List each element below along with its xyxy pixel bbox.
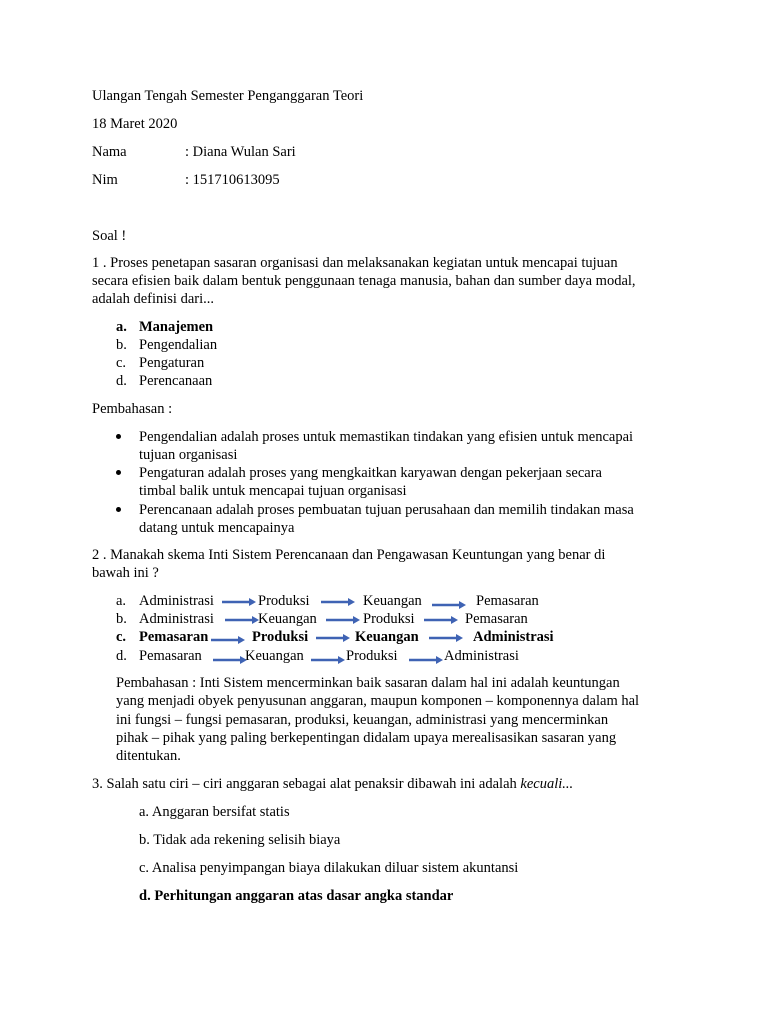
q1-option-b: Pengendalian [139,337,218,353]
right-arrow-icon [321,597,355,607]
q3-question-emphasis: kecuali... [520,776,574,792]
q2-discussion-line-4: pihak – pihak yang paling berkepentingan didalam upaya merealisasikan sasaran yang [116,730,617,746]
q1-option-d-letter: d. [116,373,127,389]
q1-option-d: Perencanaan [139,373,213,389]
q3-option-b: b. Tidak ada rekening selisih biaya [139,832,341,848]
right-arrow-icon [316,633,350,643]
q2-option-a-step-1: Administrasi [139,593,214,609]
q2-option-d-step-2: Keuangan [245,648,304,664]
right-arrow-icon [429,633,463,643]
q2-option-c-step-4: Administrasi [473,629,554,645]
q2-option-b-letter: b. [116,611,127,627]
q2-line-2: bawah ini ? [92,565,159,581]
q2-option-d-step-3: Produksi [346,648,398,664]
q2-option-d-step-4: Administrasi [444,648,519,664]
soal-heading: Soal ! [92,228,127,244]
right-arrow-icon [326,615,360,625]
right-arrow-icon [409,655,443,665]
q3-question [92,775,573,793]
q2-option-c-step-2: Produksi [252,629,309,645]
right-arrow-icon [213,655,247,665]
q2-discussion-line-1: Pembahasan : Inti Sistem mencerminkan baik sasaran dalam hal ini adalah keuntungan [116,675,620,691]
q3-option-d-answer: d. Perhitungan anggaran atas dasar angka standar [139,888,454,904]
q2-option-d-step-1: Pemasaran [139,648,202,664]
q2-option-b-step-1: Administrasi [139,611,214,627]
q2-option-c-step-1: Pemasaran [139,629,209,645]
q1-bullet-2-line-1: Pengaturan adalah proses yang mengkaitkan karyawan dengan pekerjaan secara [139,465,602,481]
q1-bullet-3-line-1: Perencanaan adalah proses pembuatan tujuan perusahaan dan memilih tindakan masa [139,502,634,518]
q1-line-2: secara efisien baik dalam bentuk penggunaan tenaga manusia, bahan dan sumber daya modal, [92,273,636,289]
q3-question-text: 3. Salah satu ciri – ciri anggaran sebagai alat penaksir dibawah ini adalah [92,776,521,792]
bullet-icon [116,434,121,439]
right-arrow-icon [311,655,345,665]
q1-line-1: 1 . Proses penetapan sasaran organisasi dan melaksanakan kegiatan untuk mencapai tujuan [92,255,618,271]
nim-value: : 151710613095 [185,172,280,188]
right-arrow-icon [225,615,259,625]
right-arrow-icon [211,635,245,645]
q3-option-a: a. Anggaran bersifat statis [139,804,290,820]
q1-bullet-1-line-2: tujuan organisasi [139,447,238,463]
q2-option-c-letter: c. [116,629,127,645]
q2-discussion-line-2: yang menjadi obyek penyusunan anggaran, maupun komponen – komponennya dalam hal [116,693,640,709]
q2-option-a-step-4: Pemasaran [476,593,539,609]
q2-option-b-step-2: Keuangan [258,611,317,627]
q2-option-c-step-3: Keuangan [355,629,419,645]
q1-bullet-1-line-1: Pengendalian adalah proses untuk memastikan tindakan yang efisien untuk mencapai [139,429,634,445]
q2-option-d-letter: d. [116,648,127,664]
q2-option-a-step-2: Produksi [258,593,310,609]
q1-option-a-answer: Manajemen [139,319,214,335]
right-arrow-icon [222,597,256,607]
q1-option-c-letter: c. [116,355,127,371]
q1-bullet-3-line-2: datang untuk mencapainya [139,520,295,536]
q1-option-a-letter: a. [116,319,127,335]
q1-option-c: Pengaturan [139,355,205,371]
q1-discussion-label: Pembahasan : [92,401,173,417]
q3-option-c: c. Analisa penyimpangan biaya dilakukan diluar sistem akuntansi [139,860,519,876]
bullet-icon [116,507,121,512]
nim-label: Nim [92,172,118,188]
exam-date: 18 Maret 2020 [92,116,178,132]
q2-option-b-step-3: Produksi [363,611,415,627]
right-arrow-icon [424,615,458,625]
bullet-icon [116,470,121,475]
q1-option-b-letter: b. [116,337,127,353]
name-label: Nama [92,144,127,160]
q2-option-b-step-4: Pemasaran [465,611,528,627]
q2-discussion-line-3: ini fungsi – fungsi pemasaran, produksi, keuangan, administrasi yang mencerminkan [116,712,609,728]
q1-bullet-2-line-2: timbal balik untuk mencapai tujuan organisasi [139,483,407,499]
q2-discussion-line-5: ditentukan. [116,748,181,764]
q2-line-1: 2 . Manakah skema Inti Sistem Perencanaan dan Pengawasan Keuntungan yang benar di [92,547,606,563]
q2-option-a-letter: a. [116,593,127,609]
q1-line-3: adalah definisi dari... [92,291,214,307]
q2-option-a-step-3: Keuangan [363,593,422,609]
right-arrow-icon [432,600,466,610]
name-value: : Diana Wulan Sari [185,144,296,160]
document-title: Ulangan Tengah Semester Penganggaran Teori [92,88,364,104]
